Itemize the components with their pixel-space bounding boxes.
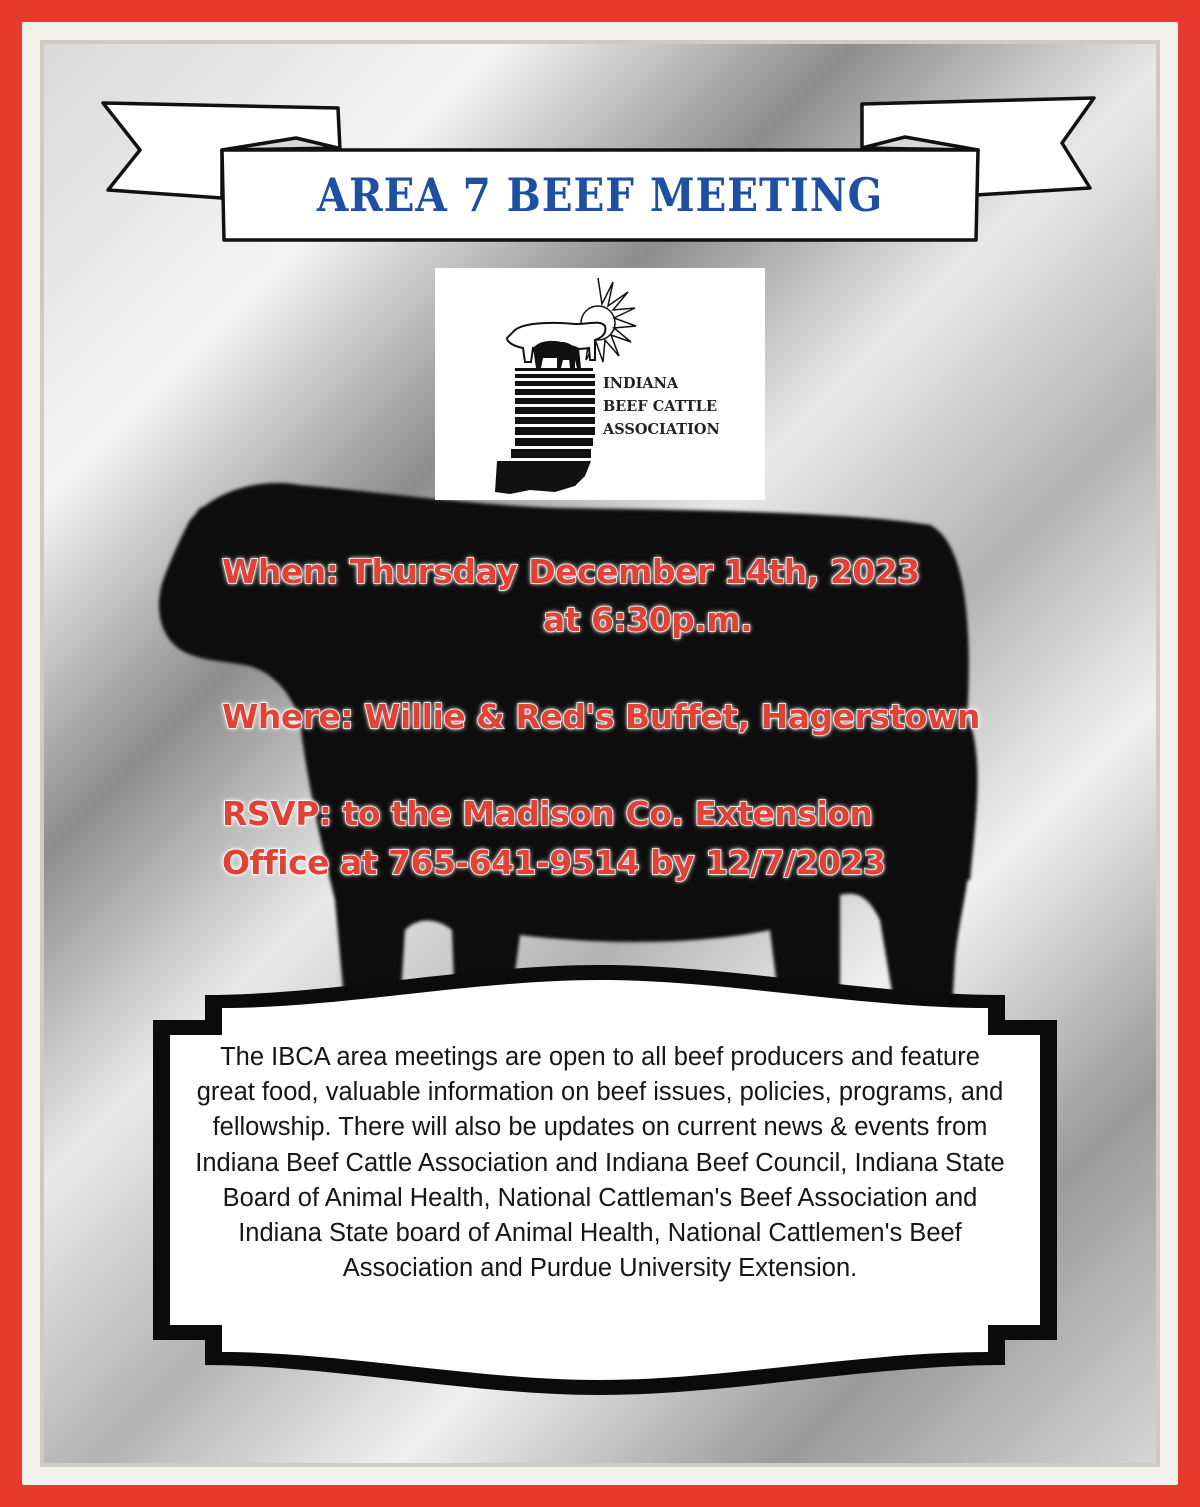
meeting-description: The IBCA area meetings are open to all beef producers and feature great food, valuable information on beef issues, policies, programs, and fellowship. There will also be updates on current news & events from Indiana Beef Cattle Association and Indiana Beef Council, Indiana State Board of Animal Health, National Cattleman's Beef Association and Indiana State board of Animal Health, National Cattlemen's Beef Association and Purdue University Extension. <box>195 1043 1005 1283</box>
logo-line-indiana: INDIANA <box>603 375 679 392</box>
ibca-logo-text <box>603 372 753 441</box>
logo-line-beef-cattle: BEEF CATTLE <box>603 398 718 415</box>
where-line: Where: Willie & Red's Buffet, Hagerstown <box>222 697 980 736</box>
when-line-1: When: Thursday December 14th, 2023 <box>222 552 920 591</box>
rsvp-line-2: Office at 765-641-9514 by 12/7/2023 <box>222 843 886 882</box>
event-title: AREA 7 BEEF MEETING <box>316 168 884 222</box>
when-line-2: at 6:30p.m. <box>543 600 753 639</box>
rsvp-line-1: RSVP: to the Madison Co. Extension <box>222 794 873 833</box>
logo-line-association: ASSOCIATION <box>603 421 720 438</box>
